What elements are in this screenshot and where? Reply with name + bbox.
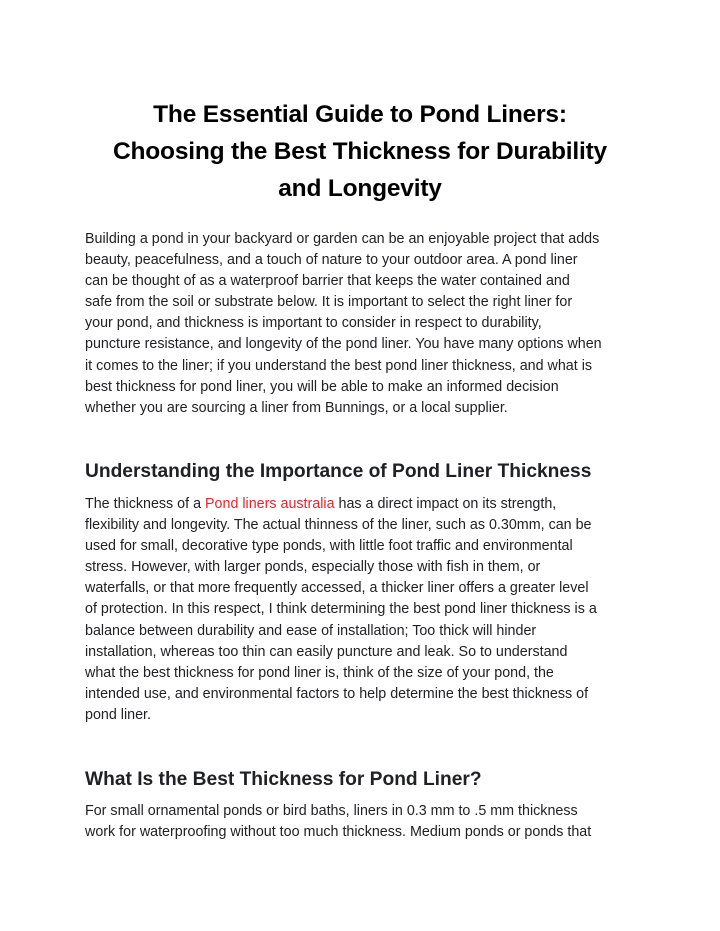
pond-liners-australia-link[interactable]: Pond liners australia — [205, 496, 335, 512]
text-line: your pond, and thickness is important to consider in respect to durability, — [85, 315, 542, 332]
text-line: intended use, and environmental factors to help determine the best thickness of — [85, 685, 589, 702]
best-thickness-paragraph — [85, 801, 637, 843]
text-line: it comes to the liner; if you understand the best pond liner thickness, and what is — [85, 357, 593, 374]
title-line-3: and Longevity — [278, 175, 442, 202]
text-line: beauty, peacefulness, and a touch of nature to your outdoor area. A pond liner — [85, 252, 578, 269]
title-line-1: The Essential Guide to Pond Liners: — [153, 101, 567, 128]
text-line: of protection. In this respect, I think determining the best pond liner thickness is a — [85, 601, 597, 618]
text-line: For small ornamental ponds or bird baths, liners in 0.3 mm to .5 mm thickness — [85, 803, 578, 819]
text-line: stress. However, with larger ponds, especially those with fish in them, or — [85, 559, 541, 576]
intro-paragraph — [85, 229, 637, 419]
text-line: Building a pond in your backyard or garden can be an enjoyable project that adds — [85, 231, 600, 247]
text-line: puncture resistance, and longevity of the pond liner. You have many options when — [85, 336, 602, 353]
text-line: installation, whereas too thin can easily puncture and leak. So to understand — [85, 643, 568, 660]
text-line: pond liner. — [85, 706, 151, 723]
section-heading-thickness-importance: Understanding the Importance of Pond Liner Thickness — [85, 461, 592, 482]
text-line-with-link — [85, 494, 637, 515]
title-line-2: Choosing the Best Thickness for Durability — [113, 138, 607, 165]
text-line: safe from the soil or substrate below. It is important to select the right liner for — [85, 294, 573, 311]
text-line: used for small, decorative type ponds, with little foot traffic and environmental — [85, 538, 573, 555]
text-fragment: has a direct impact on its strength, — [334, 496, 557, 512]
thickness-importance-paragraph — [85, 494, 637, 726]
text-line: whether you are sourcing a liner from Bunnings, or a local supplier. — [85, 399, 508, 416]
document-title — [60, 96, 660, 207]
text-line: balance between durability and ease of installation; Too thick will hinder — [85, 622, 537, 639]
text-fragment: The thickness of a — [85, 496, 205, 512]
text-line: can be thought of as a waterproof barrier that keeps the water contained and — [85, 273, 570, 290]
section-heading-best-thickness: What Is the Best Thickness for Pond Liner? — [85, 769, 482, 790]
text-line: best thickness for pond liner, you will be able to make an informed decision — [85, 378, 559, 395]
text-line: waterfalls, or that more frequently accessed, a thicker liner offers a greater level — [85, 580, 589, 597]
text-line: flexibility and longevity. The actual thinness of the liner, such as 0.30mm, can be — [85, 517, 592, 534]
text-line: work for waterproofing without too much thickness. Medium ponds or ponds that — [85, 824, 592, 841]
text-line: what the best thickness for pond liner is, think of the size of your pond, the — [85, 664, 554, 681]
